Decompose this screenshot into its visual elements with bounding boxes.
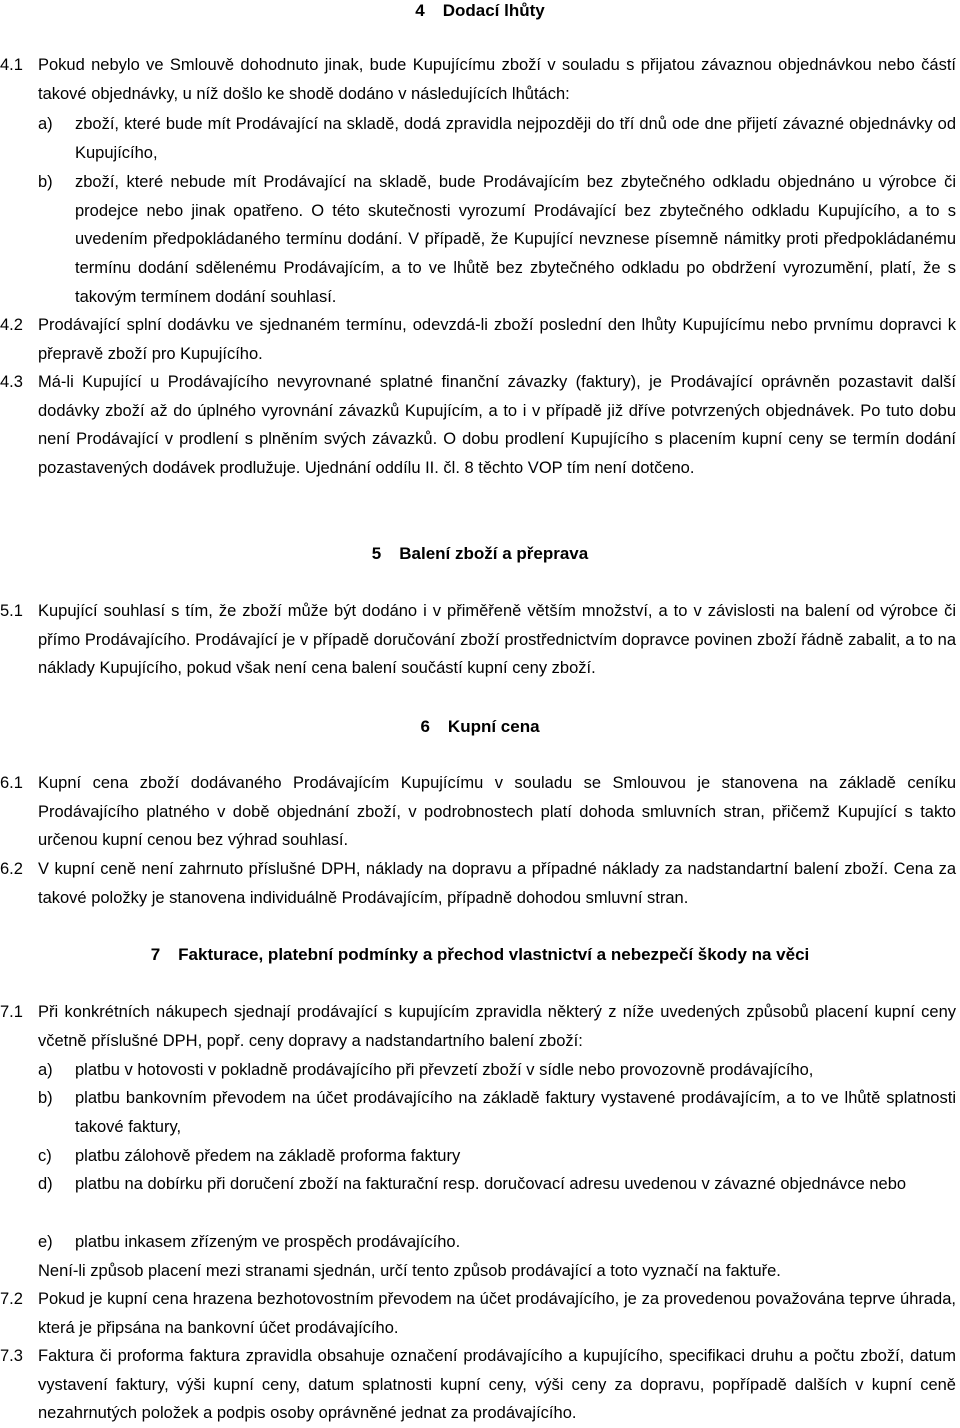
payment-method-note: Není-li způsob placení mezi stranami sjednán, určí tento způsob prodávající a toto vyznačí na faktuře.	[38, 1262, 781, 1280]
paragraph-text: Faktura či proforma faktura zpravidla obsahuje označení prodávajícího a kupujícího, specifikaci druhu a počtu zboží, datum vystavení faktury, výši kupní ceny, datum splatnosti kupní ceny, výši ceny za dopravu, popřípadě dalších v kupní ceně nezahrnutých položek a podpis osoby oprávněné jednat za prodávajícího.	[38, 1347, 956, 1423]
paragraph-4-3	[0, 368, 956, 483]
paragraph-text: Pokud nebylo ve Smlouvě dohodnuto jinak, bude Kupujícímu zboží v souladu s přijatou závaznou objednávkou nebo částí takové objednávky, u níž došlo ke shodě dodáno v následujících lhůtách:	[38, 56, 956, 103]
paragraph-number: 4.3	[0, 373, 23, 391]
section-7-heading	[0, 945, 960, 965]
section-number: 5	[371, 544, 382, 563]
paragraph-4-2	[0, 311, 956, 368]
list-label: d)	[38, 1175, 53, 1193]
paragraph-text: Pokud je kupní cena hrazena bezhotovostním převodem na účet prodávajícího, je za provedenou považována teprve úhrada, která je připsána na bankovní účet prodávajícího.	[38, 1290, 956, 1337]
list-item-4-1-a	[38, 110, 956, 167]
list-label: b)	[38, 173, 53, 191]
list-text: zboží, které bude mít Prodávající na skladě, dodá zpravidla nejpozději do tří dnů ode dne přijetí závazné objednávky od Kupujícího,	[75, 115, 956, 162]
list-item-4-1-b	[38, 168, 956, 312]
section-title: Dodací lhůty	[442, 1, 545, 20]
paragraph-7-3	[0, 1342, 956, 1428]
list-text: platbu inkasem zřízeným ve prospěch prodávajícího.	[75, 1233, 461, 1251]
section-title: Fakturace, platební podmínky a přechod vlastnictví a nebezpečí škody na věci	[178, 945, 810, 964]
list-item-7-1-a	[38, 1056, 956, 1085]
list-label: b)	[38, 1089, 53, 1107]
list-label: a)	[38, 1061, 53, 1079]
list-item-7-1-e	[38, 1228, 956, 1257]
section-title: Kupní cena	[447, 717, 540, 736]
list-text: platbu bankovním převodem na účet prodávajícího na základě faktury vystavené prodávajícím, a to ve lhůtě splatnosti takové faktury,	[75, 1089, 956, 1136]
paragraph-number: 5.1	[0, 602, 23, 620]
paragraph-text: Má-li Kupující u Prodávajícího nevyrovnané splatné finanční závazky (faktury), je Prodávající oprávněn pozastavit další dodávky zboží až do úplného vyrovnání závazků Kupujícím, a to i v případě již dříve potvrzených objednávek. Po tuto dobu není Prodávající v prodlení s plněním svých závazků. O dobu prodlení Kupujícího s placením kupní ceny se termín dodání pozastavených dodávek prodlužuje. Ujednání oddílu II. čl. 8 těchto VOP tím není dotčeno.	[38, 373, 956, 478]
paragraph-number: 6.1	[0, 774, 23, 792]
list-item-7-1-c	[38, 1142, 956, 1171]
paragraph-7-2	[0, 1285, 956, 1342]
paragraph-text: V kupní ceně není zahrnuto příslušné DPH, náklady na dopravu a případné náklady za nadstandartní balení zboží. Cena za takové položky je stanovena individuálně Prodávajícím, případně dohodou smluvní stran.	[38, 860, 956, 907]
list-text: zboží, které nebude mít Prodávající na skladě, bude Prodávajícím bez zbytečného odkladu objednáno u výrobce či prodejce nebo jinak opatřeno. O této skutečnosti vyrozumí Prodávající bez zbytečného odkladu Kupujícího, a to s uvedením předpokládaného termínu dodání. V případě, že Kupující nevznese písemně námitky proti předpokládanému termínu dodání sdělenému Prodávajícím, a to ve lhůtě bez zbytečného odkladu po obdržení vyrozumění, platí, že s takovým termínem dodání souhlasí.	[75, 173, 956, 306]
section-number: 6	[420, 717, 430, 736]
paragraph-number: 6.2	[0, 860, 23, 878]
list-label: a)	[38, 115, 53, 133]
paragraph-number: 4.2	[0, 316, 23, 334]
list-label: e)	[38, 1233, 53, 1251]
list-label: c)	[38, 1147, 52, 1165]
section-4-heading	[0, 1, 960, 21]
list-text: platbu na dobírku při doručení zboží na fakturační resp. doručovací adresu uvedenou v závazné objednávce nebo	[75, 1175, 907, 1193]
paragraph-number: 7.2	[0, 1290, 23, 1308]
paragraph-number: 7.1	[0, 1003, 23, 1021]
section-6-heading	[0, 717, 960, 737]
paragraph-text: Prodávající splní dodávku ve sjednaném termínu, odevzdá-li zboží poslední den lhůty Kupujícímu nebo prvnímu dopravci k přepravě zboží pro Kupujícího.	[38, 316, 956, 363]
paragraph-5-1	[0, 597, 956, 683]
paragraph-text: Kupní cena zboží dodávaného Prodávajícím Kupujícímu v souladu se Smlouvou je stanovena na základě ceníku Prodávajícího platného v době objednání zboží, v podrobnostech platí dohoda smluvních stran, přičemž Kupující s takto určenou kupní cenou bez výhrad souhlasí.	[38, 774, 956, 850]
paragraph-text: Při konkrétních nákupech sjednají prodávající s kupujícím zpravidla některý z níže uvedených způsobů placení kupní ceny včetně příslušné DPH, popř. ceny dopravy a nadstandartního balení zboží:	[38, 1003, 956, 1050]
section-title: Balení zboží a přeprava	[399, 544, 589, 563]
list-item-7-1-d	[38, 1170, 956, 1199]
list-text: platbu v hotovosti v pokladně prodávajícího při převzetí zboží v sídle nebo provozovně prodávajícího,	[75, 1061, 814, 1079]
paragraph-6-2	[0, 855, 956, 912]
list-item-7-1-b	[38, 1084, 956, 1141]
paragraph-6-1	[0, 769, 956, 855]
section-number: 7	[150, 945, 161, 964]
paragraph-text: Kupující souhlasí s tím, že zboží může být dodáno i v přiměřeně větším množství, a to v závislosti na balení od výrobce či přímo Prodávajícího. Prodávající je v případě doručování zboží prostřednictvím dopravce povinen zboží řádně zabalit, a to na náklady Kupujícího, pokud však není cena balení součástí kupní ceny zboží.	[38, 602, 956, 678]
section-5-heading	[0, 544, 960, 564]
paragraph-4-1	[0, 51, 956, 108]
paragraph-number: 7.3	[0, 1347, 23, 1365]
section-number: 4	[415, 1, 425, 20]
list-text: platbu zálohově předem na základě proforma faktury	[75, 1147, 461, 1165]
paragraph-number: 4.1	[0, 56, 23, 74]
paragraph-7-1	[0, 998, 956, 1055]
